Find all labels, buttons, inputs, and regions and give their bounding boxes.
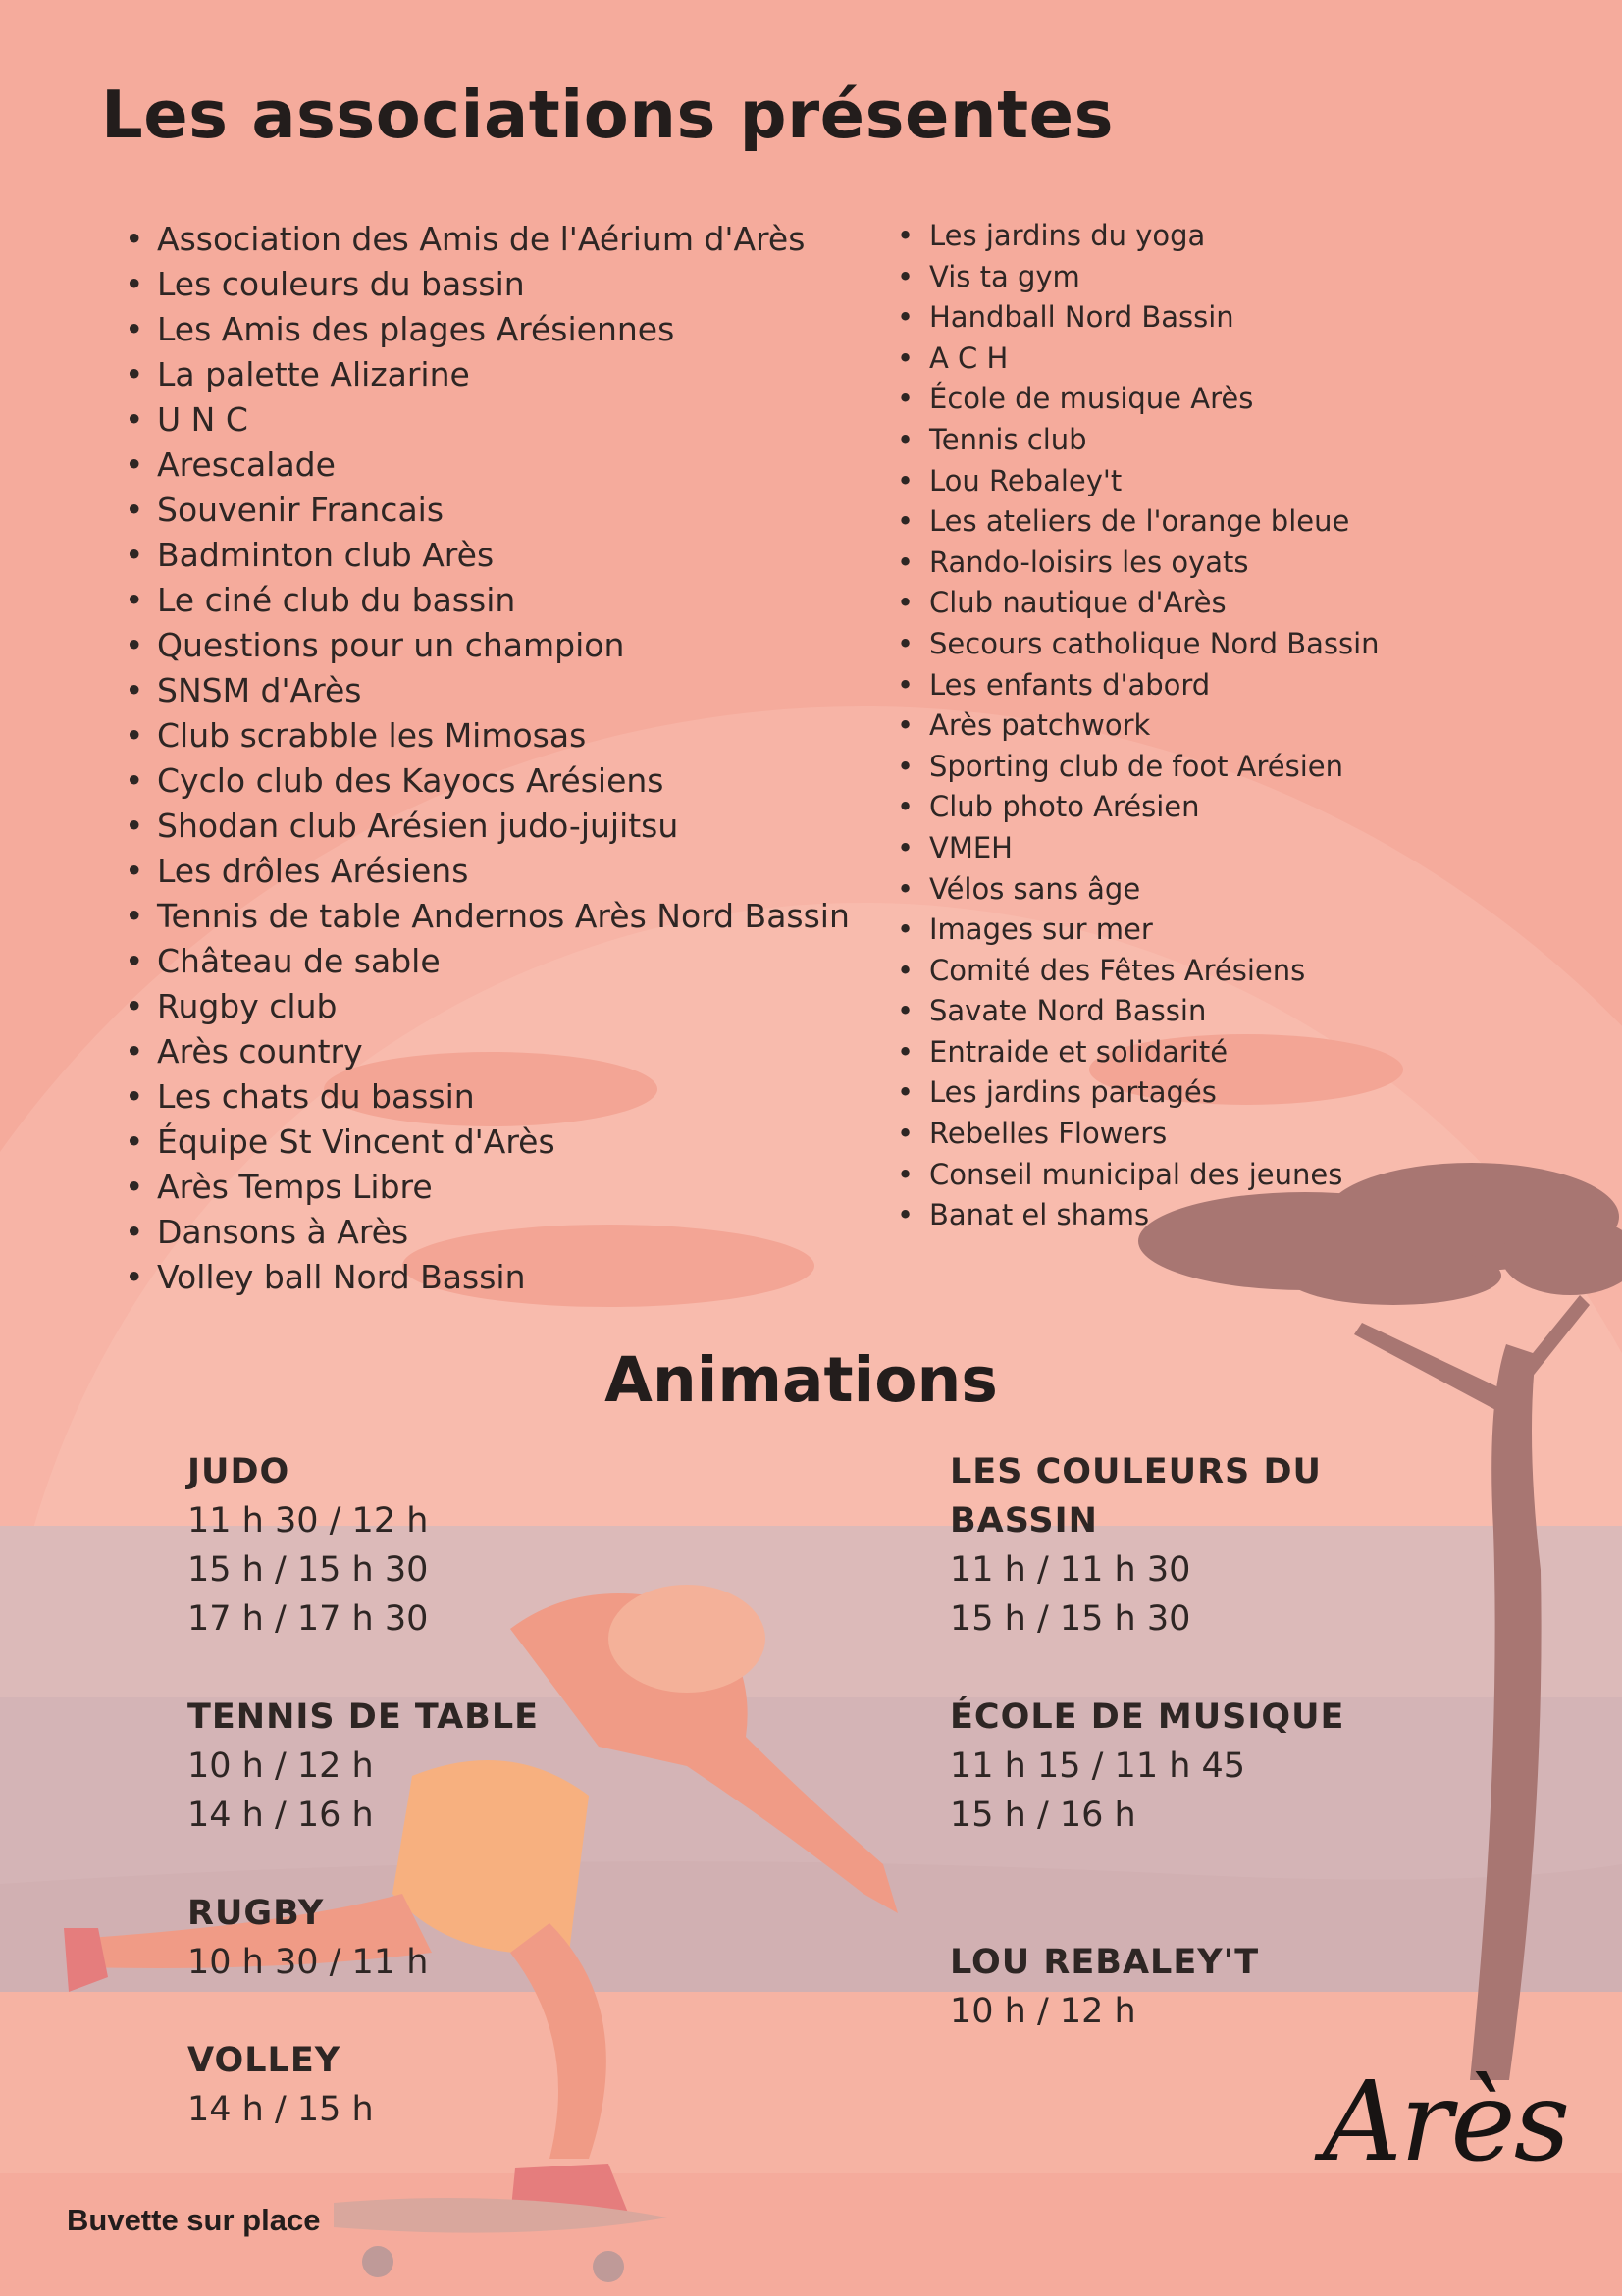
association-item: • Château de sable (157, 939, 850, 984)
event-time: 11 h / 11 h 30 (950, 1550, 1191, 1590)
association-item: • Souvenir Francais (157, 488, 850, 533)
association-item: • Les enfants d'abord (929, 665, 1380, 706)
association-item: • Secours catholique Nord Bassin (929, 624, 1380, 665)
association-item: • Les chats du bassin (157, 1074, 850, 1120)
event-time: 11 h 30 / 12 h (187, 1501, 429, 1540)
association-item: • La palette Alizarine (157, 352, 850, 397)
associations-list-right (872, 216, 1380, 1236)
association-item: • Rebelles Flowers (929, 1114, 1380, 1155)
event-name: TENNIS DE TABLE (187, 1697, 540, 1737)
event-judo (187, 1447, 428, 1644)
association-item: • Banat el shams (929, 1195, 1380, 1236)
association-item: • Les couleurs du bassin (157, 262, 850, 307)
association-item: • Club photo Arésien (929, 787, 1380, 828)
association-item: • Comité des Fêtes Arésiens (929, 951, 1380, 992)
event-time: 10 h 30 / 11 h (187, 1943, 429, 1982)
event-name: LOU REBALEY'T (950, 1943, 1260, 1982)
footer-note: Buvette sur place (67, 2203, 321, 2237)
association-item: • Club scrabble les Mimosas (157, 713, 850, 758)
event-time: 17 h / 17 h 30 (187, 1599, 429, 1639)
event-time: 11 h 15 / 11 h 45 (950, 1747, 1246, 1786)
association-item: • Association des Amis de l'Aérium d'Arès (157, 217, 850, 262)
association-item: • Arès patchwork (929, 705, 1380, 747)
event-time: 14 h / 15 h (187, 2090, 374, 2129)
association-item: • Tennis de table Andernos Arès Nord Bassin (157, 894, 850, 939)
association-item: • Shodan club Arésien judo-jujitsu (157, 804, 850, 849)
event-time: 10 h / 12 h (950, 1992, 1136, 2031)
association-item: • Handball Nord Bassin (929, 297, 1380, 339)
association-item: • Les drôles Arésiens (157, 849, 850, 894)
association-item: • Arès Temps Libre (157, 1165, 850, 1210)
event-name: LES COULEURS DU (950, 1452, 1322, 1491)
association-item: • Le ciné club du bassin (157, 578, 850, 623)
event-name: RUGBY (187, 1894, 325, 1933)
association-item: • Les ateliers de l'orange bleue (929, 501, 1380, 543)
association-item: • Les jardins du yoga (929, 216, 1380, 257)
event-rugby (187, 1889, 428, 1987)
event-time: 15 h / 16 h (950, 1796, 1136, 1835)
event-ecole-de-musique (950, 1693, 1344, 1840)
association-item: • Lou Rebaley't (929, 461, 1380, 502)
association-item: • Équipe St Vincent d'Arès (157, 1120, 850, 1165)
association-item: • Entraide et solidarité (929, 1032, 1380, 1073)
association-item: • Rando-loisirs les oyats (929, 543, 1380, 584)
association-item: • Les jardins partagés (929, 1072, 1380, 1114)
event-time: 14 h / 16 h (187, 1796, 374, 1835)
event-volley (187, 2036, 374, 2134)
event-name: ÉCOLE DE MUSIQUE (950, 1697, 1345, 1737)
association-item: • Volley ball Nord Bassin (157, 1255, 850, 1300)
event-time: 10 h / 12 h (187, 1747, 374, 1786)
association-item: • Vis ta gym (929, 257, 1380, 298)
association-item: • Images sur mer (929, 910, 1380, 951)
event-name: VOLLEY (187, 2041, 341, 2080)
event-lou-rebaleyt (950, 1938, 1259, 2036)
association-item: • Cyclo club des Kayocs Arésiens (157, 758, 850, 804)
association-item: • Conseil municipal des jeunes (929, 1155, 1380, 1196)
association-item: • Savate Nord Bassin (929, 991, 1380, 1032)
ares-logo: Arès (1323, 2059, 1569, 2186)
association-item: • Rugby club (157, 984, 850, 1029)
association-item: • Les Amis des plages Arésiennes (157, 307, 850, 352)
event-time: 15 h / 15 h 30 (187, 1550, 429, 1590)
association-item: • U N C (157, 397, 850, 443)
association-item: • Arescalade (157, 443, 850, 488)
association-item: • VMEH (929, 828, 1380, 869)
animations-title: Animations (604, 1344, 998, 1416)
association-item: • Tennis club (929, 420, 1380, 461)
association-item: • A C H (929, 339, 1380, 380)
association-item: • SNSM d'Arès (157, 668, 850, 713)
event-les-couleurs-du-bassin (950, 1447, 1322, 1644)
association-item: • Arès country (157, 1029, 850, 1074)
association-item: • Club nautique d'Arès (929, 583, 1380, 624)
event-tennis-de-table (187, 1693, 539, 1840)
association-item: • École de musique Arès (929, 379, 1380, 420)
association-item: • Sporting club de foot Arésien (929, 747, 1380, 788)
association-item: • Questions pour un champion (157, 623, 850, 668)
association-item: • Dansons à Arès (157, 1210, 850, 1255)
event-name: BASSIN (950, 1501, 1098, 1540)
event-time: 15 h / 15 h 30 (950, 1599, 1191, 1639)
associations-list-left (100, 217, 850, 1300)
association-item: • Vélos sans âge (929, 869, 1380, 911)
event-name: JUDO (187, 1452, 290, 1491)
page-title: Les associations présentes (101, 77, 1114, 153)
association-item: • Badminton club Arès (157, 533, 850, 578)
